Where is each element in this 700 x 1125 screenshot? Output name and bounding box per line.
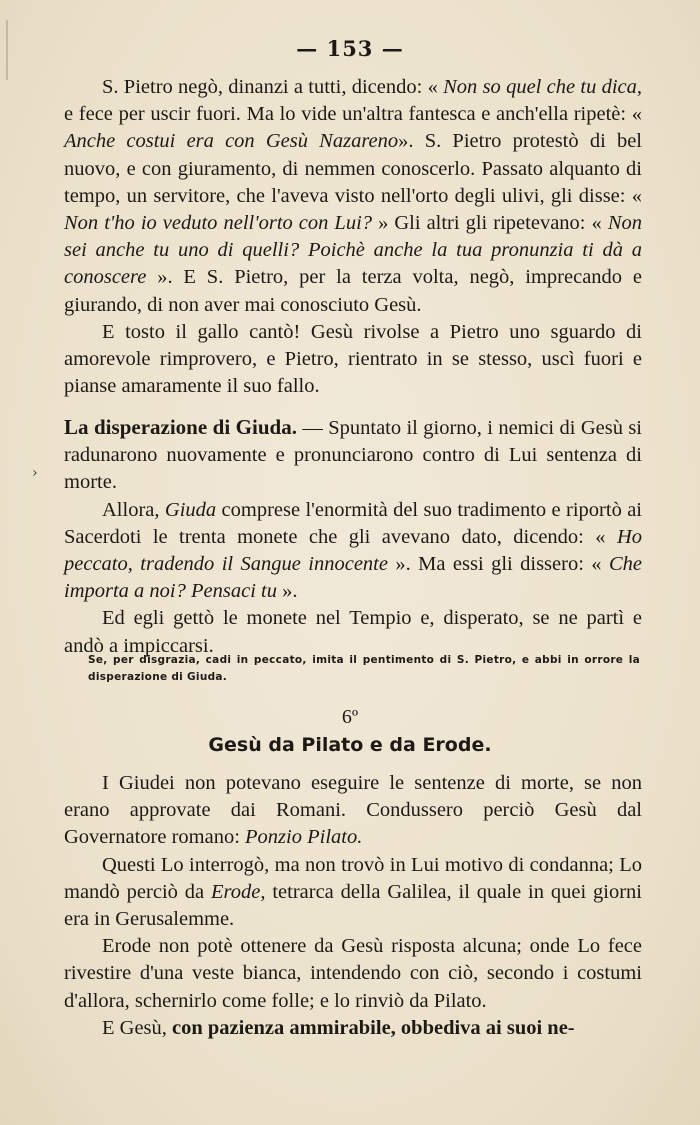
paragraph-gallo: E tosto il gallo cantò! Gesù rivolse a Pietro uno sguardo di amorevole rimprovero, e Pietro, rientrato in se stesso, uscì fuori e pianse amaramente il suo fallo.	[64, 320, 642, 398]
paragraph-interrogo: Questi Lo interrogò, ma non trovò in Lui motivo di condanna; Lo mandò perciò da Erode, tetrarca della Galilea, il quale in quei giorni era in Gerusalemme.	[64, 853, 642, 931]
paragraph-giudei: I Giudei non potevano eseguire le sentenze di morte, se non erano approvate dai Romani. Condussero perciò Gesù dal Governatore romano: Ponzio Pilato.	[64, 772, 642, 849]
paragraph-erode: Erode non potè ottenere da Gesù risposta alcuna; onde Lo fece rivestire d'una veste bianca, intendendo con ciò, secondo i costumi d'allora, schernirlo come folle; e lo rinviò da Pilato.	[64, 935, 642, 1012]
text-block-giuda	[64, 414, 642, 660]
text-block-pilato	[64, 770, 642, 1042]
run-in-heading: La disperazione di Giuda.	[64, 415, 297, 439]
paragraph-disperazione: La disperazione di Giuda. — Spuntato il giorno, i nemici di Gesù si radunarono nuovamente e pronunciarono contro di Lui sentenza di morte.	[64, 415, 642, 494]
section-number: 6º	[341, 706, 359, 728]
moral-note: Se, per disgrazia, cadi in peccato, imita il pentimento di S. Pietro, e abbi in orrore la disperazione di Giuda.	[88, 654, 640, 683]
paragraph-pietro-denial: S. Pietro negò, dinanzi a tutti, dicendo: « Non so quel che tu dica, e fece per uscir fuori. Ma lo vide un'altra fantesca e anch'ella ripetè: « Anche costui era con Gesù Nazareno». S. Pietro protestò di bel nuovo, e con giuramento, di nemmen conoscerlo. Passato alquanto di tempo, un servitore, che l'aveva visto nell'orto degli ulivi, gli disse: « Non t'ho io veduto nell'orto con Lui? » Gli altri gli ripetevano: « Non sei anche tu uno di quelli? Poichè anche la tua pronunzia ti dà a conoscere ». E S. Pietro, per la terza volta, negò, imprecando e giurando, di non aver mai conosciuto Gesù.	[64, 76, 643, 316]
paragraph-giuda-monete: Allora, Giuda comprese l'enormità del suo tradimento e riportò ai Sacerdoti le trenta monete che gli avevano dato, dicendo: « Ho peccato, tradendo il Sangue innocente ». Ma essi gli dissero: « Che importa a noi? Pensaci tu ».	[64, 498, 643, 603]
margin-tick: ›	[32, 465, 38, 481]
page-number: — 153 —	[296, 36, 404, 61]
section-title: Gesù da Pilato e da Erode.	[208, 734, 492, 756]
paragraph-pazienza: E Gesù, con pazienza ammirabile, obbediva ai suoi ne-	[102, 1016, 575, 1039]
text-block-pietro	[64, 74, 642, 400]
paragraph-giuda-fine: Ed egli gettò le monete nel Tempio e, disperato, se ne partì e andò a impiccarsi.	[64, 607, 642, 657]
